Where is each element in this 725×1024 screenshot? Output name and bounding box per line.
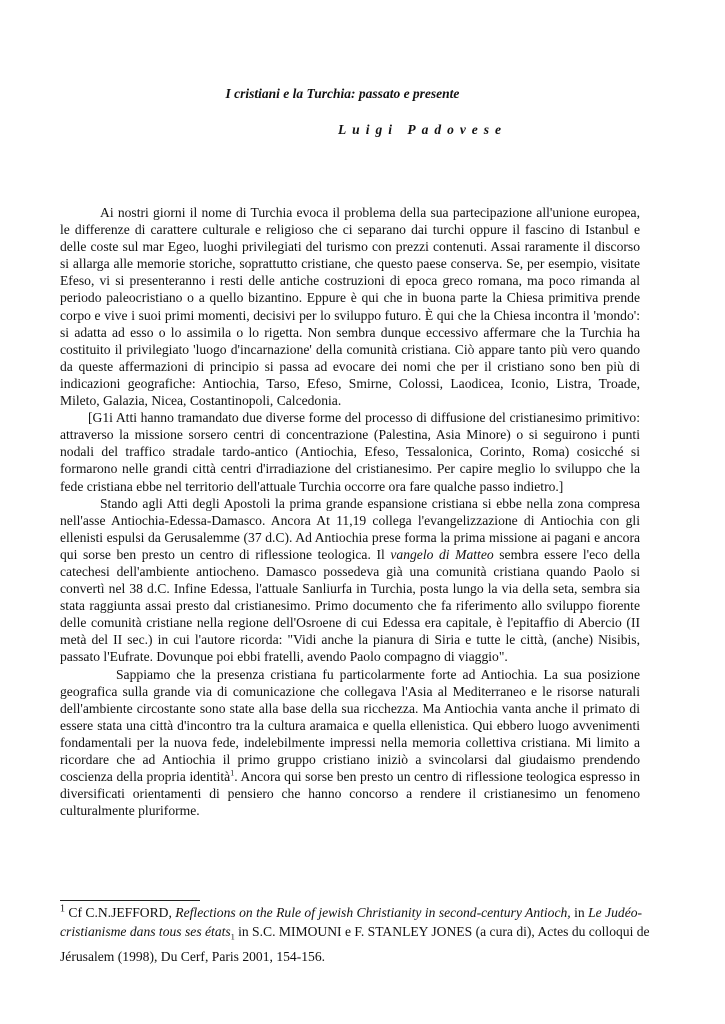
footnote-subscript: 1: [230, 932, 235, 942]
footnote-number: 1: [60, 903, 65, 915]
document-title: [0, 86, 725, 102]
author-name: [0, 122, 725, 138]
paragraph-4-part-b: . Ancora qui sorse ben presto un centro di riflessione teologica espresso in diversificati orientamenti di pensiero che hanno concorso a rendere il cristianesimo un fenomeno culturalmente pluriforme.: [60, 769, 640, 819]
footnote-prefix: Cf C.N.JEFFORD,: [65, 905, 176, 920]
footnote-title-1: Reflections on the Rule of jewish Christianity in second-century Antioch,: [175, 905, 571, 920]
footnote-mid: in: [570, 905, 589, 920]
paragraph-1: Ai nostri giorni il nome di Turchia evoca il problema della sua partecipazione all'unione europea, le differenze di carattere culturale e religioso che ci separano dai turchi oppure il fascino di Istanbul e delle coste sul mar Egeo, luoghi privilegiati del turismo con prezzi contenuti. Assai raramente il discorso si allarga alle memorie storiche, soprattutto cristiane, che questo paese conserva. Se, per esempio, visitate Efeso, vi si presenteranno i resti delle antiche costruzioni di epoca greco romana, ma poco rimanda al periodo paleocristiano o a quello bizantino. Eppure è qui che in buona parte la Chiesa primitiva prende corpo e vive i suoi primi momenti, decisivi per lo sviluppo futuro. È qui che la Chiesa incontra il 'mondo': si adatta ad esso o lo assimila o lo rigetta. Non sembra dunque eccessivo affermare che la Turchia ha costituito il privilegiato 'luogo d'incarnazione' della comunità cristiana. Ciò appare tanto più vero quando da queste affermazioni di principio si passa ad evocare dei nomi che per il cristiano sono ben più di indicazioni geografiche: Antiochia, Tarso, Efeso, Smirne, Colossi, Laodicea, Iconio, Listra, Troade, Mileto, Galazia, Nicea, Costantinopoli, Calcedonia.: [60, 205, 640, 409]
footnote-rest: in S.C. MIMOUNI e F. STANLEY JONES (a cura di), Actes du colloqui de Jérusalem (1998), Du Cerf, Paris 2001, 154-156.: [60, 924, 650, 964]
document-title-text: I cristiani e la Turchia: passato e presente: [225, 86, 460, 101]
body-text: [60, 204, 640, 819]
paragraph-3-part-b: sembra essere l'eco della catechesi dell'ambiente antiocheno. Damasco possedeva già una comunità cristiana quando Paolo si convertì nel 38 d.C. Infine Edessa, l'attuale Sanliurfa in Turchia, posta lungo la via della seta, sembra sia stata raggiunta assai presto dal cristianesimo. Primo documento che fa riferimento allo sviluppo fiorente delle comunità cristiane nella regione dell'Osroene di cui Edessa era capitale, è l'epitaffio di Abercio (II metà del II sec.) in cui l'autore ricorda: "Vidi anche la pianura di Siria e tutte le città, (anche) Nisibis, passato l'Eufrate. Dovunque poi ebbi fratelli, avendo Paolo compagno di viaggio".: [60, 546, 640, 665]
paragraph-3-italic: vangelo di Matteo: [390, 546, 494, 562]
footnote: [60, 903, 660, 966]
footnote-reference: 1: [230, 768, 235, 778]
paragraph-2: [G1i Atti hanno tramandato due diverse forme del processo di diffusione del cristianesimo primitivo: attraverso la missione sorsero centri di concentrazione (Palestina, Asia Minore) o si seguirono i punti nodali del traffico stradale tardo-antico (Antiochia, Efeso, Tessalonica, Corinto, Roma) cosicché si formarono nelle grandi città centri d'irradiazione del cristianesimo. Per capire meglio lo sviluppo che la fede cristiana ebbe nel territorio dell'attuale Turchia occorre ora fare qualche passo indietro.]: [60, 410, 640, 494]
paragraph-4: [60, 666, 640, 820]
author-name-text: Luigi Padovese: [337, 122, 508, 137]
paragraph-4-part-a: Sappiamo che la presenza cristiana fu particolarmente forte ad Antiochia. La sua posizione geografica sulla grande via di comunicazione che collegava l'Asia al Mediterraneo e le risorse naturali dell'ambiente circostante sono state alla base della sua ricchezza. Ma Antiochia vanta anche il primato di essere stata una città d'incontro tra la cultura aramaica e quella ellenistica. Qui ebbero luogo avvenimenti fondamentali per la nuova fede, indelebilmente impressi nella memoria collettiva cristiana. Mi limito a ricordare che ad Antiochia il primo gruppo cristiano iniziò a svincolarsi dal giudaismo prendendo coscienza della propria identità: [60, 666, 640, 785]
footnote-title-2: Le Judéo-cristianisme dans tous ses états: [60, 905, 643, 939]
paragraph-3-part-a: Stando agli Atti degli Apostoli la prima grande espansione cristiana si ebbe nella zona compresa nell'asse Antiochia-Edessa-Damasco. Ancora At 11,19 collega l'evangelizzazione di Antiochia con gli ellenisti espulsi da Gerusalemme (37 d.C). Ad Antiochia prese forma la prima missione ai pagani e ancora qui sorse ben presto un centro di riflessione teologica. Il: [60, 495, 640, 562]
paragraph-3: [60, 495, 640, 666]
footnote-separator: [60, 900, 200, 901]
